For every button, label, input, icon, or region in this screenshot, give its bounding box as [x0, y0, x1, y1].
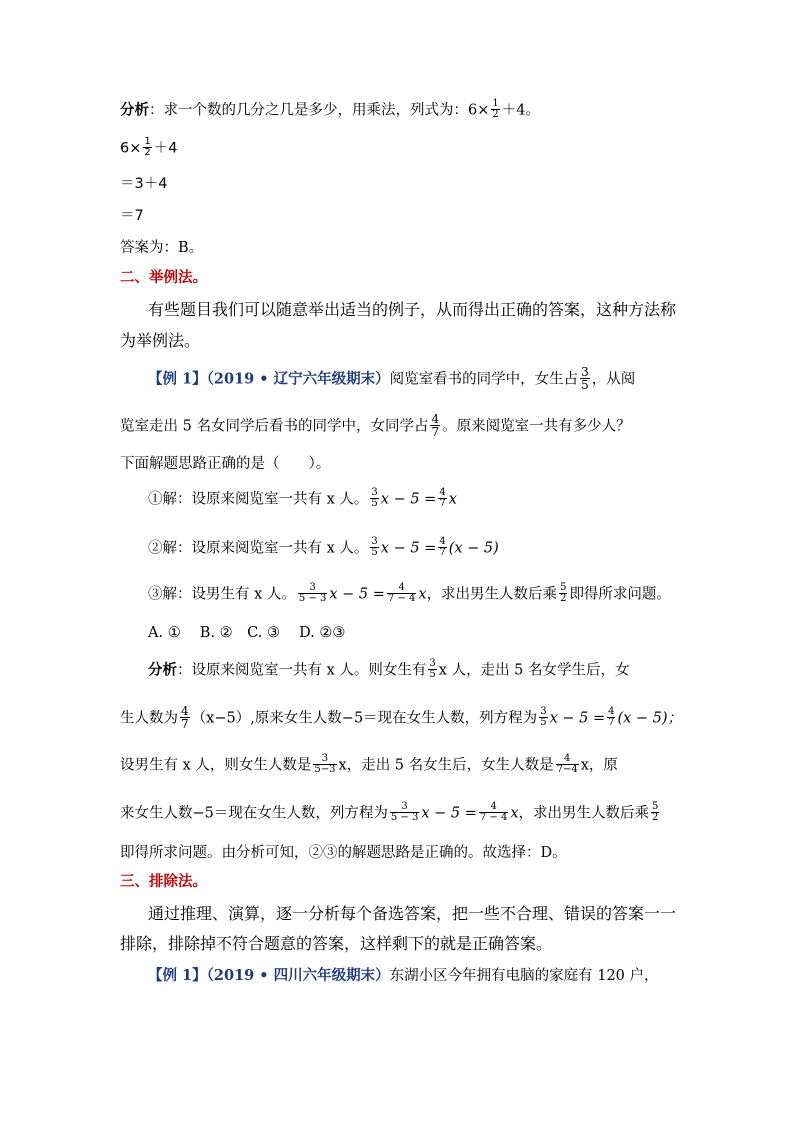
fraction: $\frac{3}{5}$ — [371, 487, 378, 509]
example-question: 下面解题思路正确的是（ ）。 — [120, 456, 331, 472]
example-tag: 【例 1】 — [148, 967, 207, 984]
fraction: $\frac{4}{7}$ — [439, 487, 446, 509]
section-heading: 三、排除法。 — [120, 873, 207, 890]
section-paragraph: 通过推理、演算，逐一分析每个备选答案，把一些不合理、错误的答案一一 — [148, 904, 677, 923]
analysis-label: 分析 — [148, 661, 177, 679]
option-1: ①解：设原来阅览室一共有 x 人。 $\frac{3}{5}$ x − 5 = $\frac{4}{7}$ x — [148, 487, 457, 509]
analysis2-line-3: 设男生有 x 人，则女生人数是 $\frac{3}{5-3}$ x，走出 5 名女生后，女生人数是 $\frac{4}{7-4}$ x，原 — [120, 753, 618, 775]
analysis2-line-4: 来女生人数−5＝现在女生人数，列方程为 $\frac{3}{5 - 3}$ x − 5 = $\frac{4}{7 - 4}$ x，求出男生人数后乘 $\frac{5}{2}$ — [120, 801, 659, 823]
option-2: ②解：设原来阅览室一共有 x 人。 $\frac{3}{5}$ x − 5 = $\frac{4}{7}$ (x − 5) — [148, 536, 499, 558]
answer-choices: A. ① B. ② C. ③ D. ②③ — [148, 625, 346, 641]
analysis-text: ：求一个数的几分之几是多少，用乘法，列式为：6× — [149, 102, 490, 119]
fraction: $\frac{3}{5 - 3}$ — [298, 582, 327, 604]
example2-line: 【例 1】（2019 • 四川六年级期末）东湖小区今年拥有电脑的家庭有 120 户， — [148, 967, 659, 984]
fraction: $\frac{3}{5}$ — [581, 365, 589, 392]
fraction: $\frac{5}{2}$ — [652, 801, 659, 823]
example-tag: 【例 1】 — [148, 370, 207, 388]
fraction: $\frac{3}{5 - 3}$ — [390, 801, 419, 823]
answer-line: 答案为：B。 — [120, 240, 204, 256]
fraction: $\frac{3}{5}$ — [429, 658, 436, 680]
calc-line-3: ＝7 — [120, 208, 144, 224]
analysis2-line-2: 生人数为 $\frac{4}{7}$ （x−5）,原来女生人数−5＝现在女生人数，列方程为 $\frac{3}{5}$ x − 5 = $\frac{4}{7}$ (x − 5)； — [120, 704, 683, 731]
analysis-line — [120, 100, 540, 121]
fraction: $\frac{1}{2}$ — [492, 98, 499, 120]
calc-line-2: ＝3＋4 — [120, 176, 168, 192]
section-paragraph: 有些题目我们可以随意举出适当的例子，从而得出正确的答案，这种方法称 — [148, 300, 677, 319]
analysis2-line-1: 分析：设原来阅览室一共有 x 人。则女生有 $\frac{3}{5}$ x 人，走出 5 名女学生后，女 — [148, 658, 630, 680]
example-line-1: 【例 1】（2019 • 辽宁六年级期末）阅览室看书的同学中，女生占 $\frac{3}{5}$ ，从阅 — [148, 365, 636, 392]
fraction: $\frac{3}{5-3}$ — [314, 753, 336, 775]
fraction: $\frac{4}{7 - 4}$ — [479, 801, 508, 823]
fraction: $\frac{4}{7}$ — [431, 412, 440, 439]
option-3: ③解：设男生有 x 人。 $\frac{3}{5 - 3}$ x − 5 = $\frac{4}{7 - 4}$ x，求出男生人数后乘 $\frac{5}{2}$ 即得所求问题。 — [148, 582, 671, 604]
fraction: $\frac{4}{7-4}$ — [556, 753, 578, 775]
fraction: $\frac{4}{7}$ — [608, 706, 615, 728]
analysis2-line-5: 即得所求问题。由分析可知，②③的解题思路是正确的。故选择：D。 — [120, 845, 567, 861]
analysis-label: 分析 — [120, 101, 149, 119]
fraction: $\frac{3}{5}$ — [371, 536, 378, 558]
fraction: $\frac{1}{2}$ — [144, 136, 151, 158]
calc-line-1: 6× $\frac{1}{2}$ ＋4 — [120, 136, 178, 158]
fraction: $\frac{4}{7 - 4}$ — [387, 582, 416, 604]
fraction: $\frac{4}{7}$ — [181, 704, 189, 731]
section-paragraph: 为举例法。 — [120, 331, 201, 350]
fraction: $\frac{5}{2}$ — [560, 582, 567, 604]
fraction: $\frac{3}{5}$ — [540, 706, 547, 728]
example-source: （2019 • 辽宁六年级期末） — [206, 370, 390, 388]
example-line-2: 览室走出 5 名女同学后看书的同学中，女同学占 $\frac{4}{7}$ 。原来阅览室一共有多少人？ — [120, 412, 631, 439]
section-paragraph: 排除，排除掉不符合题意的答案，这样剩下的就是正确答案。 — [120, 934, 553, 953]
fraction: $\frac{4}{7}$ — [439, 536, 446, 558]
analysis-tail: ＋4。 — [501, 102, 540, 119]
example-source: （2019 • 四川六年级期末） — [206, 967, 390, 984]
section-heading: 二、举例法。 — [120, 269, 207, 286]
